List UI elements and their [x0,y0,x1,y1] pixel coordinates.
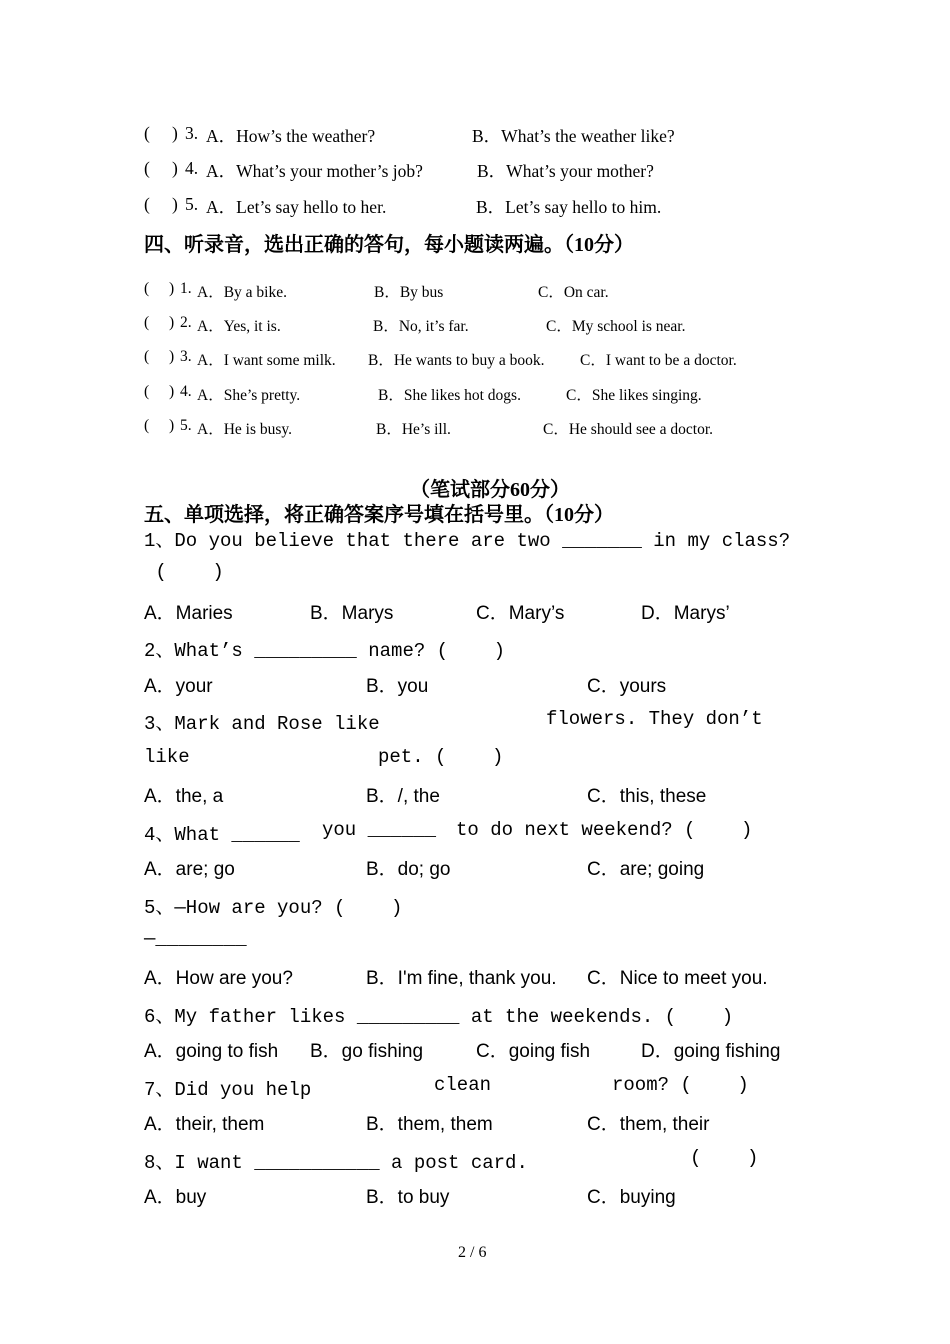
option-b: B．He wants to buy a book. [368,352,545,369]
option-b: B．Let’s say hello to him. [476,197,662,217]
answer-paren-close: ) [172,158,178,178]
question-2-text: 2、What’s _________ name? ( ) [144,640,506,662]
question-5-option-b: B．I'm fine, thank you. [366,968,557,989]
question-8-option-b: B．to buy [366,1187,450,1208]
item-number: 4. [185,158,199,178]
option-c: C．I want to be a doctor. [580,352,737,369]
answer-paren-close: ) [169,280,175,297]
option-b: B．What’s your mother? [477,161,654,181]
option-b: B．He’s ill. [376,421,451,438]
item-number: 5. [185,194,199,214]
answer-paren-close: ) [169,383,175,400]
answer-paren-close: ) [169,314,175,331]
item-number: 3. [185,123,199,143]
question-5-option-a: A．How are you? [144,968,293,989]
answer-paren-open: ( [144,280,150,297]
question-4-option-a: A．are; go [144,859,235,880]
option-a: A．I want some milk. [197,352,336,369]
question-2-option-c: C．yours [587,676,667,697]
question-3-text-part1: 3、Mark and Rose like [144,713,380,735]
answer-paren-open: ( [144,194,150,214]
answer-paren-close: ) [172,123,178,143]
question-8-text: 8、I want ___________ a post card. [144,1152,528,1174]
question-3-option-a: A．the, a [144,786,224,807]
option-c: C．She likes singing. [566,387,702,404]
option-b: B．What’s the weather like? [472,126,675,146]
item-number: 5. [180,417,192,434]
question-7-text-part2: clean [434,1074,492,1096]
question-3-text-part4: pet. ( ) [378,746,504,768]
question-1-option-c: C．Mary’s [476,603,565,624]
question-1-text: 1、Do you believe that there are two _______ in my class? [144,530,791,552]
option-a: A．What’s your mother’s job? [206,161,423,181]
question-5-option-c: C．Nice to meet you. [587,968,768,989]
question-6-option-a: A．going to fish [144,1041,279,1062]
section4-heading: 四、听录音，选出正确的答句，每小题读两遍。（10分） [144,234,634,256]
question-6-option-c: C．going fish [476,1041,591,1062]
option-c: C．My school is near. [546,318,686,335]
question-1-option-a: A．Maries [144,603,233,624]
question-6-text: 6、My father likes _________ at the weekends. ( ) [144,1006,734,1028]
option-c: C．On car. [538,284,609,301]
item-number: 2. [180,314,192,331]
answer-paren-open: ( [144,123,150,143]
question-7-option-c: C．them, their [587,1114,710,1135]
question-3-text-part2: flowers. They don’t [546,708,763,730]
written-part-title: （笔试部分60分） [410,479,570,501]
question-1-answer-paren: ( ) [144,561,224,583]
question-3-text-part3: like [144,746,190,768]
section5-heading: 五、单项选择，将正确答案序号填在括号里。（10分） [144,504,614,526]
option-b: B．No, it’s far. [373,318,469,335]
answer-paren-open: ( [144,348,150,365]
page-number: 2 / 6 [458,1244,487,1261]
question-4-text-part2: you ______ [322,819,437,841]
option-a: A．She’s pretty. [197,387,301,404]
option-a: A．Yes, it is. [197,318,281,335]
answer-paren-close: ) [169,348,175,365]
option-a: A．He is busy. [197,421,293,438]
answer-paren-open: ( [144,383,150,400]
option-b: B．She likes hot dogs. [378,387,521,404]
question-6-option-d: D．going fishing [641,1041,781,1062]
question-4-option-b: B．do; go [366,859,451,880]
item-number: 3. [180,348,192,365]
question-4-text-part3: to do next weekend? ( ) [456,819,753,841]
question-2-option-a: A．your [144,676,213,697]
question-6-option-b: B．go fishing [310,1041,424,1062]
question-8-option-a: A．buy [144,1187,207,1208]
question-8-option-c: C．buying [587,1187,676,1208]
question-5-text: 5、—How are you? ( ) [144,897,403,919]
question-7-text-part1: 7、Did you help [144,1079,312,1101]
item-number: 4. [180,383,192,400]
question-7-text-part3: room? ( ) [612,1074,749,1096]
question-7-option-b: B．them, them [366,1114,493,1135]
question-3-option-b: B．/, the [366,786,440,807]
option-a: A．By a bike. [197,284,287,301]
option-a: A．Let’s say hello to her. [206,197,387,217]
option-a: A．How’s the weather? [206,126,376,146]
question-3-option-c: C．this, these [587,786,707,807]
answer-paren-close: ) [169,417,175,434]
question-2-option-b: B．you [366,676,429,697]
question-1-option-b: B．Marys [310,603,394,624]
question-8-answer-paren: ( ) [690,1147,759,1169]
answer-paren-open: ( [144,314,150,331]
question-7-option-a: A．their, them [144,1114,265,1135]
answer-paren-close: ) [172,194,178,214]
option-c: C．He should see a doctor. [543,421,714,438]
question-4-option-c: C．are; going [587,859,705,880]
question-5-answer-line: —________ [144,928,247,950]
option-b: B．By bus [374,284,444,301]
answer-paren-open: ( [144,417,150,434]
question-1-option-d: D．Marys’ [641,603,730,624]
item-number: 1. [180,280,192,297]
question-4-text-part1: 4、What ______ [144,824,300,846]
answer-paren-open: ( [144,158,150,178]
